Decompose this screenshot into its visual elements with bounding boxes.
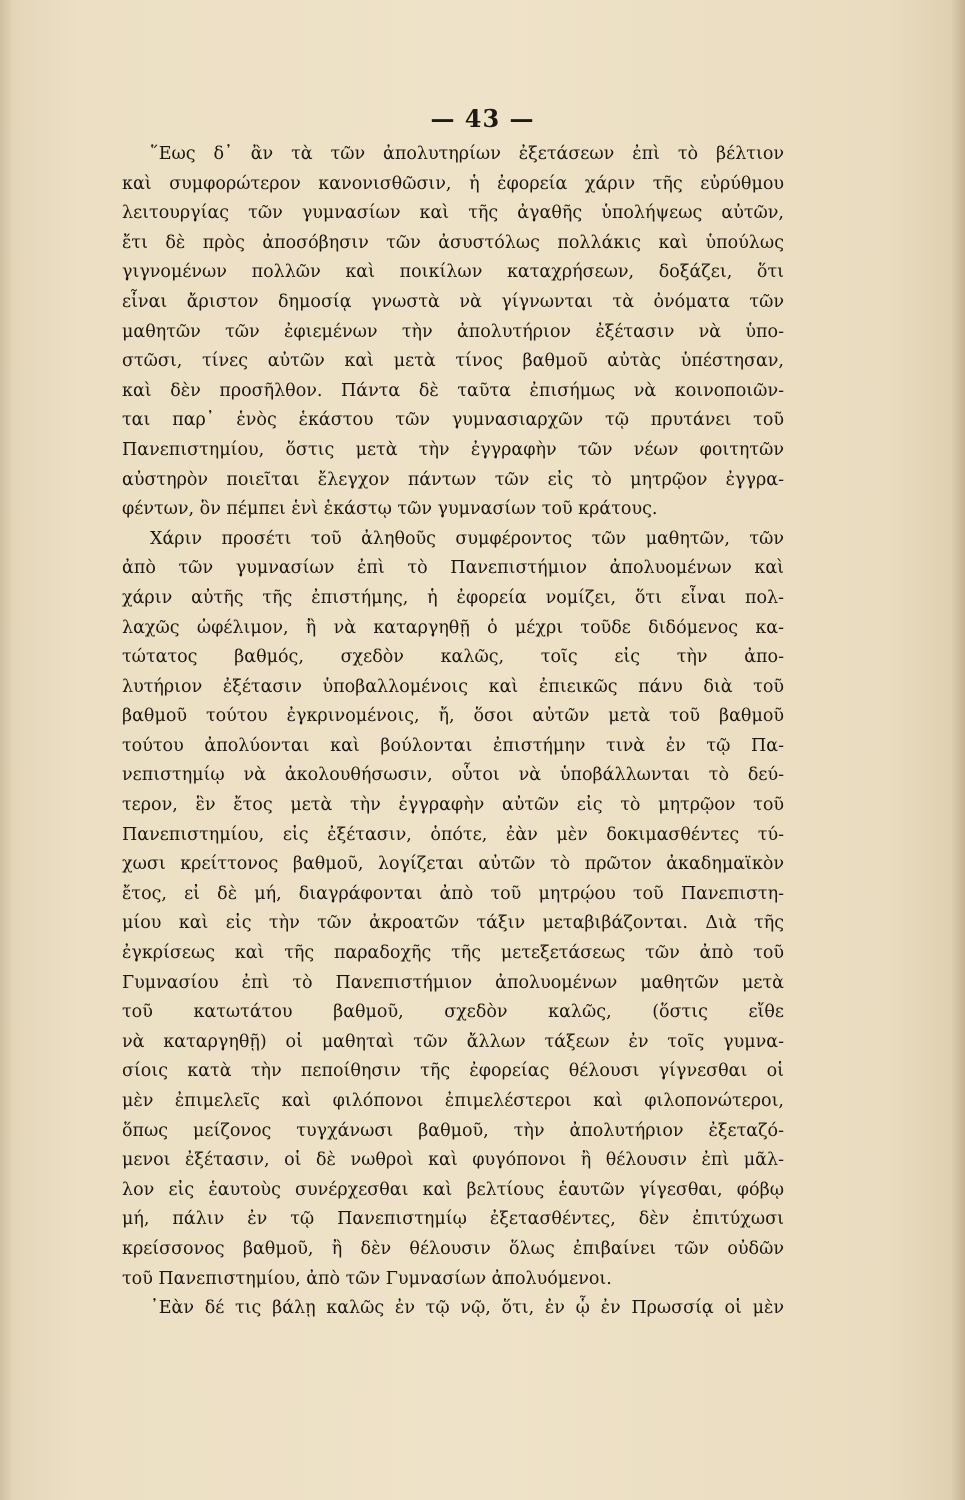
text-line: εἶναι ἄριστον δημοσίᾳ γνωστὰ νὰ γίγνωνται τὰ ὀνόματα τῶν [122,291,784,312]
text-line: σίοις κατὰ τὴν πεποίθησιν τῆς ἐφορείας θέλουσι γίγνεσθαι οἱ [122,1061,784,1082]
text-line: ὅπως μείζονος τυγχάνωσι βαθμοῦ, τὴν ἀπολυτήριον ἐξεταζό- [122,1120,784,1141]
text-line: Πανεπιστημίου, ὅστις μετὰ τὴν ἐγγραφὴν τῶν νέων φοιτητῶν [122,439,784,460]
text-line: στῶσι, τίνες αὐτῶν καὶ μετὰ τίνος βαθμοῦ αὐτὰς ὑπέστησαν, [122,351,784,372]
text-line: μὲν ἐπιμελεῖς καὶ φιλόπονοι ἐπιμελέστεροι καὶ φιλοπονώτεροι, [122,1091,784,1111]
text-line: μενοι ἐξέτασιν, οἱ δὲ νωθροὶ καὶ φυγόπονοι ἢ θέλουσιν ἐπὶ μᾶλ- [122,1150,784,1171]
text-line: νεπιστημίῳ νὰ ἀκολουθήσωσιν, οὗτοι νὰ ὑποβάλλωνται τὸ δεύ- [122,765,784,786]
text-line: τοῦ κατωτάτου βαθμοῦ, σχεδὸν καλῶς, (ὅστις εἴθε [122,1002,784,1023]
text-line: τερον, ἓν ἔτος μετὰ τὴν ἐγγραφὴν αὐτῶν εἰς τὸ μητρῷον τοῦ [122,795,784,816]
text-line: φέντων, ὃν πέμπει ἑνὶ ἑκάστῳ τῶν γυμνασίων τοῦ κράτους. [122,499,658,520]
text-line: τώτατος βαθμός, σχεδὸν καλῶς, τοῖς εἰς τὴν ἀπο- [122,647,784,668]
text-line: λαχῶς ὠφέλιμον, ἢ νὰ καταργηθῇ ὁ μέχρι τοῦδε διδόμενος κα- [122,617,784,638]
text-line: μίου καὶ εἰς τὴν τῶν ἀκροατῶν τάξιν μεταβιβάζονται. Διὰ τῆς [122,913,784,934]
text-line: καὶ δὲν προσῆλθον. Πάντα δὲ ταῦτα ἐπισήμως νὰ κοινοποιῶν- [122,380,784,401]
text-line: Γυμνασίου ἐπὶ τὸ Πανεπιστήμιον ἀπολυομένων μαθητῶν μετὰ [122,972,784,993]
text-line: αὐστηρὸν ποιεῖται ἔλεγχον πάντων τῶν εἰς τὸ μητρῷον ἐγγρα- [122,469,784,490]
text-line: ἔτος, εἰ δὲ μή, διαγράφονται ἀπὸ τοῦ μητρῴου τοῦ Πανεπιστη- [122,883,784,904]
text-line: μή, πάλιν ἐν τῷ Πανεπιστημίῳ ἐξετασθέντες, δὲν ἐπιτύχωσι [122,1209,784,1230]
body-text [122,140,784,1324]
text-line: ἀπὸ τῶν γυμνασίων ἐπὶ τὸ Πανεπιστήμιον ἀπολυομένων καὶ [122,558,784,579]
page-edge-right [951,0,965,1500]
text-line: ᾽Εὰν δέ τις βάλῃ καλῶς ἐν τῷ νῷ, ὅτι, ἐν ᾧ ἐν Πρωσσίᾳ οἱ μὲν [150,1298,784,1319]
text-line: βαθμοῦ τούτου ἐγκρινομένοις, ἤ, ὅσοι αὐτῶν μετὰ τοῦ βαθμοῦ [122,706,784,727]
text-line: ἔτι δὲ πρὸς ἀποσόβησιν τῶν ἀσυστόλως πολλάκις καὶ ὑπούλως [122,232,784,253]
text-line: νὰ καταργηθῇ) οἱ μαθηταὶ τῶν ἄλλων τάξεων ἐν τοῖς γυμνα- [122,1031,784,1052]
text-line: λειτουργίας τῶν γυμνασίων καὶ τῆς ἀγαθῆς ὑπολήψεως αὐτῶν, [122,203,784,224]
text-line: Πανεπιστημίου, εἰς ἐξέτασιν, ὁπότε, ἐὰν μὲν δοκιμασθέντες τύ- [122,824,784,845]
text-line: ῞Εως δ᾽ ἂν τὰ τῶν ἀπολυτηρίων ἐξετάσεων ἐπὶ τὸ βέλτιον [150,144,784,164]
page-edge-left [0,0,14,1500]
text-line: καὶ συμφορώτερον κανονισθῶσιν, ἡ ἐφορεία χάριν τῆς εὐρύθμου [122,173,784,194]
text-line: τούτου ἀπολύονται καὶ βούλονται ἐπιστήμην τινὰ ἐν τῷ Πα- [122,735,784,756]
text-line: ται παρ᾽ ἑνὸς ἑκάστου τῶν γυμνασιαρχῶν τῷ πρυτάνει τοῦ [122,410,784,431]
text-line: λον εἰς ἑαυτοὺς συνέρχεσθαι καὶ βελτίους ἑαυτῶν γίγεσθαι, φόβῳ [122,1179,784,1200]
text-line: κρείσσονος βαθμοῦ, ἢ δὲν θέλουσιν ὅλως ἐπιβαίνει τῶν οὐδῶν [122,1238,784,1259]
text-line: λυτήριον ἐξέτασιν ὑποβαλλομένοις καὶ ἐπιεικῶς πάνυ διὰ τοῦ [122,676,784,697]
text-line: γιγνομένων πολλῶν καὶ ποικίλων καταχρήσεων, δοξάζει, ὅτι [122,262,784,283]
text-line: μαθητῶν τῶν ἐφιεμένων τὴν ἀπολυτήριον ἐξέτασιν νὰ ὑπο- [122,321,784,342]
text-line: ἐγκρίσεως καὶ τῆς παραδοχῆς τῆς μετεξετάσεως τῶν ἀπὸ τοῦ [122,943,784,964]
page-number: — 43 — [430,104,535,133]
text-line: τοῦ Πανεπιστημίου, ἀπὸ τῶν Γυμνασίων ἀπολυόμενοι. [122,1268,612,1289]
text-line: χάριν αὐτῆς τῆς ἐπιστήμης, ἡ ἐφορεία νομίζει, ὅτι εἶναι πολ- [122,587,784,608]
text-line: χωσι κρείττονος βαθμοῦ, λογίζεται αὐτῶν τὸ πρῶτον ἀκαδημαϊκὸν [122,854,784,875]
text-line: Χάριν προσέτι τοῦ ἀληθοῦς συμφέροντος τῶν μαθητῶν, τῶν [150,528,784,549]
